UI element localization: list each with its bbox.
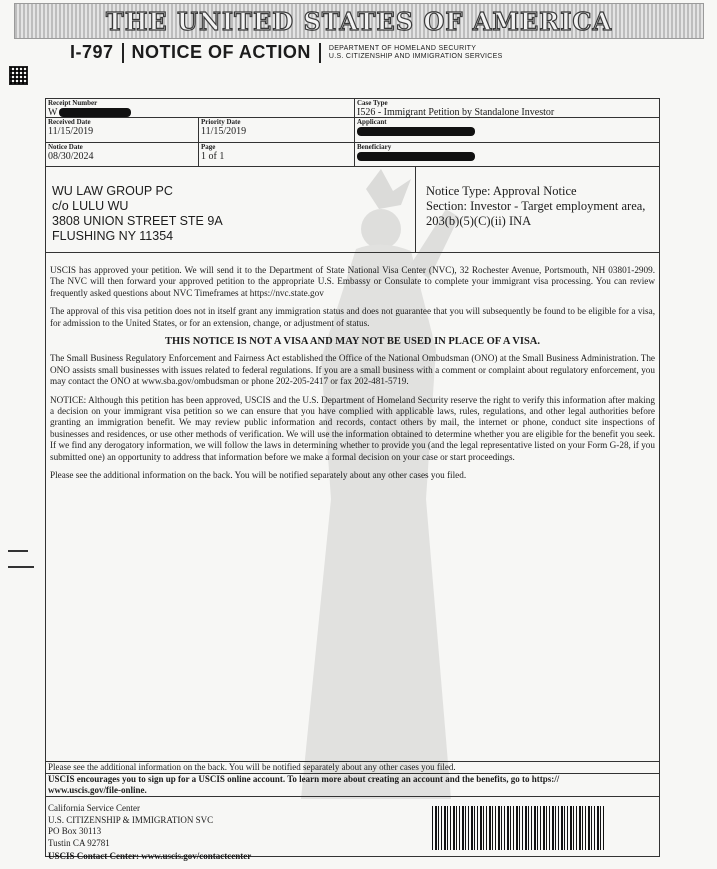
barcode-icon xyxy=(432,806,604,850)
not-a-visa-heading: THIS NOTICE IS NOT A VISA AND MAY NOT BE USED IN PLACE OF A VISA. xyxy=(164,336,540,348)
online-account-link[interactable]: www.uscis.gov/file-online. xyxy=(48,785,147,795)
department-line: DEPARTMENT OF HOMELAND SECURITY xyxy=(328,44,477,52)
header-divider xyxy=(122,43,124,63)
redaction xyxy=(357,127,475,136)
online-account-notice xyxy=(46,773,659,797)
applicant xyxy=(355,126,659,137)
page-cell xyxy=(199,143,355,167)
page-label: Page xyxy=(201,143,216,151)
notice-body xyxy=(50,265,655,489)
contact-center-line[interactable]: USCIS Contact Center: www.uscis.gov/contactcenter xyxy=(48,851,252,861)
case-type-cell xyxy=(355,99,659,118)
applicant-label: Applicant xyxy=(357,118,387,126)
case-type: I526 - Immigrant Petition by Standalone Investor xyxy=(357,107,555,118)
online-account-line: USCIS encourages you to sign up for a USCIS online account. To learn more about creating an account and the benefits, go to https:// xyxy=(48,774,560,784)
address-line: FLUSHING NY 11354 xyxy=(52,229,174,243)
body-paragraph: Please see the additional information on the back. You will be notified separately about any other cases you filed. xyxy=(50,470,467,481)
service-center-line: U.S. CITIZENSHIP & IMMIGRATION SVC xyxy=(48,814,214,825)
form-number: I-797 xyxy=(70,42,114,62)
beneficiary-cell xyxy=(355,143,659,167)
notice-type-block xyxy=(426,184,645,229)
department-line: U.S. CITIZENSHIP AND IMMIGRATION SERVICES xyxy=(328,52,503,60)
margin-mark xyxy=(8,566,34,568)
department-block xyxy=(329,45,503,61)
notice-date-cell xyxy=(46,143,199,167)
receipt-number xyxy=(46,107,354,118)
received-date-cell xyxy=(46,118,199,143)
notice-form xyxy=(45,98,660,861)
redaction xyxy=(59,108,131,117)
notice-date-label: Notice Date xyxy=(48,143,83,151)
body-paragraph: The Small Business Regulatory Enforcement and Fairness Act established the Office of the National Ombudsman (ONO) at the Small Business Administration. The ONO assists small businesses with issues related to federal regulations. If you are a small business with a comment or complaint about regulatory enforcement, you may contact the ONO at www.sba.gov/ombudsman or phone 202-205-2417 or fax 202-481-5719. xyxy=(50,353,655,387)
service-center-name: California Service Center xyxy=(48,803,140,813)
address-line: 3808 UNION STREET STE 9A xyxy=(52,214,223,228)
header-divider xyxy=(319,43,321,63)
received-date-label: Received Date xyxy=(48,118,91,126)
notice-date: 08/30/2024 xyxy=(48,151,94,162)
address-line: WU LAW GROUP PC xyxy=(52,184,173,198)
form-header xyxy=(70,42,503,63)
address-line: c/o LULU WU xyxy=(52,199,129,213)
service-center-line: PO Box 30113 xyxy=(48,826,102,836)
banner-title: THE UNITED STATES OF AMERICA xyxy=(105,6,613,36)
redaction xyxy=(357,152,475,161)
receipt-number-prefix: W xyxy=(48,107,58,118)
body-paragraph: The approval of this visa petition does not in itself grant any immigration status and does not guarantee that you will subsequently be found to be eligible for a visa, for admission to the United States, or for an extension, change, or adjustment of status. xyxy=(50,306,655,328)
banner xyxy=(14,3,704,39)
receipt-number-label: Receipt Number xyxy=(48,99,98,107)
page-number: 1 of 1 xyxy=(201,151,225,162)
body-paragraph: USCIS has approved your petition. We will send it to the Department of State National Visa Center (NVC), 32 Rochester Avenue, Portsmouth, NH 03801-2909. The NVC will then forward your approved petition to the appropriate U.S. Embassy or Consulate to complete your immigrant visa processing. You can review frequently asked questions about NVC Timeframes at https://nvc.state.gov xyxy=(50,265,655,298)
margin-mark xyxy=(8,550,28,552)
notice-section: 203(b)(5)(C)(ii) INA xyxy=(426,214,532,228)
body-paragraph: NOTICE: Although this petition has been approved, USCIS and the U.S. Department of Homeland Security reserve the right to verify this information after making a decision on your immigrant visa petition so we can ensure that you have complied with applicable laws, rules, regulations, and other legal authorities before granting an immigration benefit. We may review public information and records, contact others by mail, the internet or phone, conduct site inspections of businesses and residences, or use other methods of verification. We will use the information obtained to determine whether you are eligible for the benefit you seek. If we find any derogatory information, we will follow the laws in determining whether to provide you (and the legal representative listed on your Form G-28, if you submitted one) an opportunity to address that information before we make a formal decision on your case or start proceedings. xyxy=(50,394,655,462)
qr-code-icon xyxy=(9,66,28,85)
beneficiary xyxy=(355,151,659,162)
applicant-cell xyxy=(355,118,659,143)
mailing-address xyxy=(52,184,223,244)
service-center-line: Tustin CA 92781 xyxy=(48,837,110,848)
receipt-number-cell xyxy=(46,99,355,118)
priority-date: 11/15/2019 xyxy=(201,126,247,137)
priority-date-cell xyxy=(199,118,355,143)
page-title: NOTICE OF ACTION xyxy=(131,42,311,62)
beneficiary-label: Beneficiary xyxy=(357,143,392,151)
notice-type: Notice Type: Approval Notice xyxy=(426,184,577,198)
priority-date-label: Priority Date xyxy=(201,118,241,126)
additional-info-line: Please see the additional information on the back. You will be notified separately about any other cases you filed. xyxy=(46,761,659,773)
case-type-label: Case Type xyxy=(357,99,388,107)
received-date: 11/15/2019 xyxy=(48,126,94,137)
notice-section: Section: Investor - Target employment area, xyxy=(426,199,646,213)
